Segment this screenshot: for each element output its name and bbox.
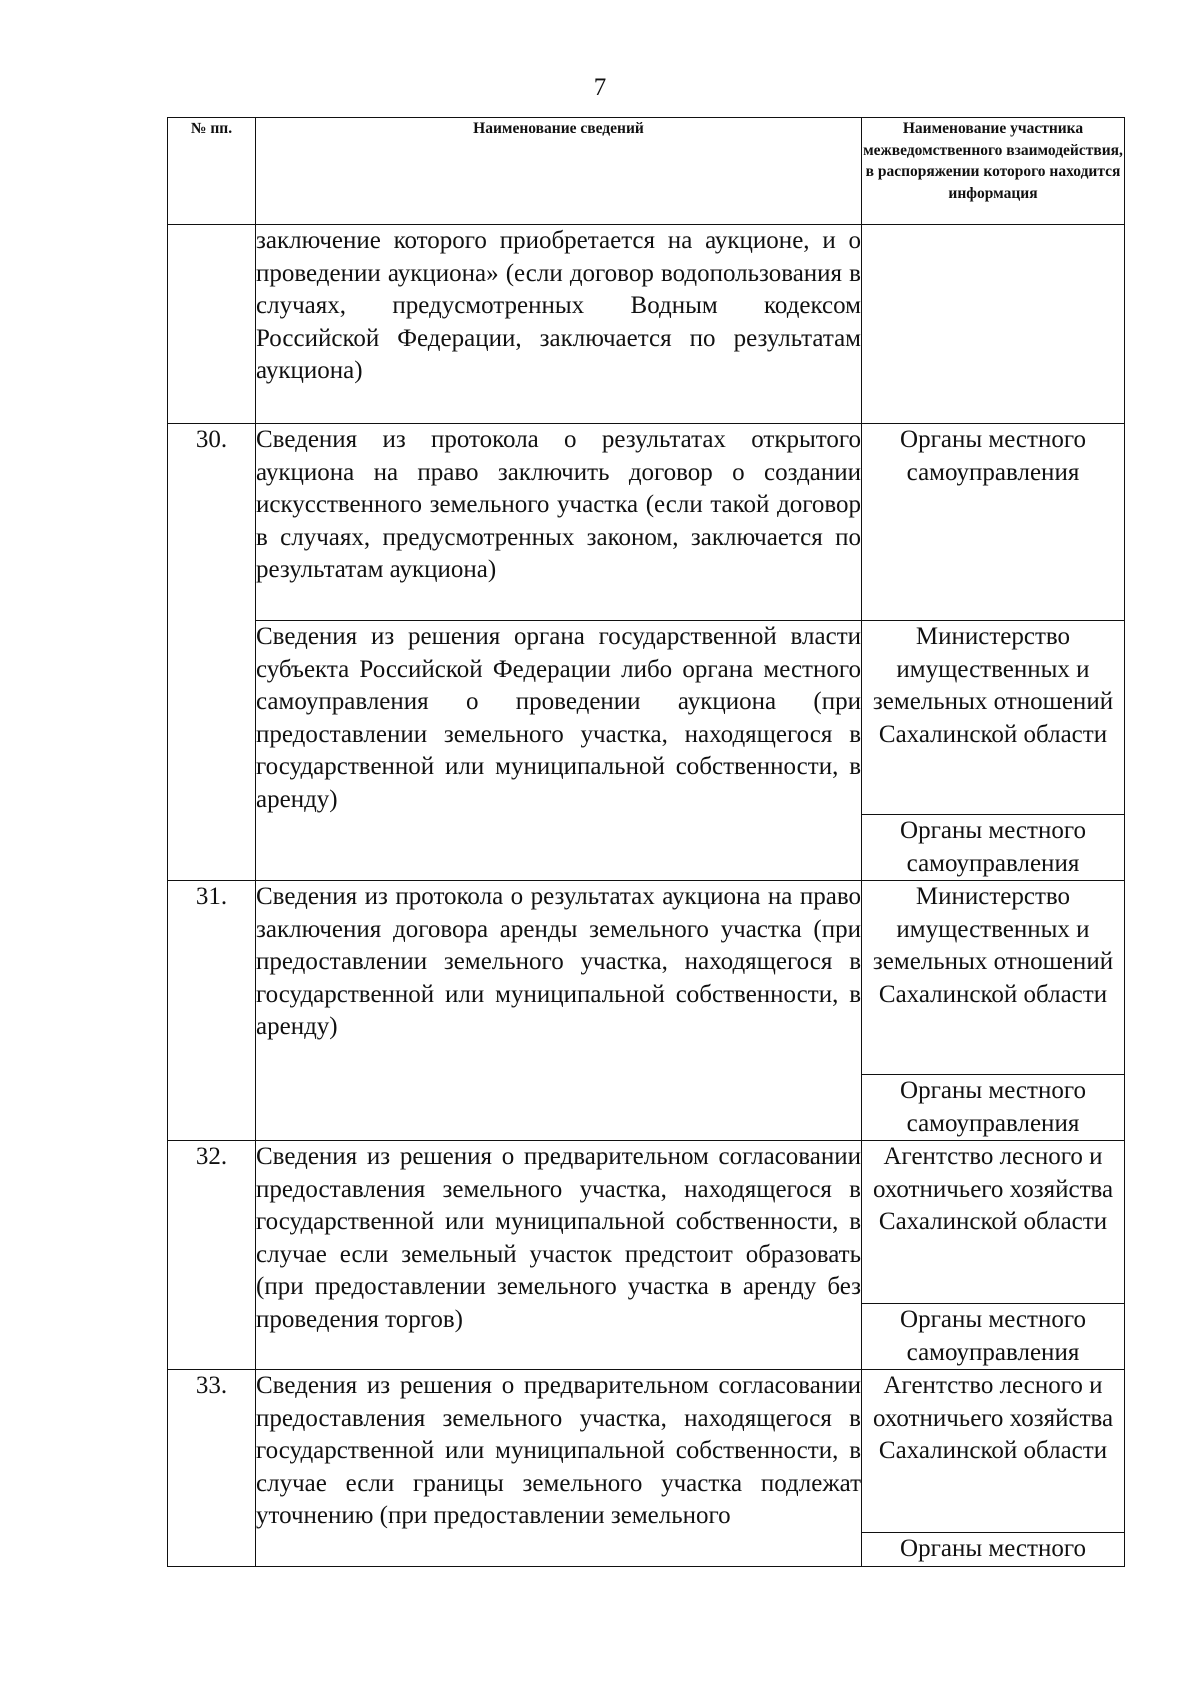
row-participant: Органы местного: [862, 1533, 1125, 1567]
header-description: Наименование сведений: [256, 118, 862, 225]
row-participant: Агентство лесного и охотничьего хозяйства Сахалинской области: [862, 1141, 1125, 1304]
row-participant: Министерство имущественных и земельных отношений Сахалинской области: [862, 621, 1125, 815]
row-participant: Органы местного самоуправления: [862, 424, 1125, 621]
row-description: Сведения из протокола о результатах аукциона на право заключения договора аренды земельного участка (при предоставлении земельного участка, находящегося в государственной или муниципальной собственности, в аренду): [256, 881, 862, 1141]
row-number: 31.: [168, 881, 256, 1141]
row-number: 32.: [168, 1141, 256, 1370]
row-description: Сведения из протокола о результатах открытого аукциона на право заключить договор о создании искусственного земельного участка (если такой договор в случаях, предусмотренных законом, заключается по результатам аукциона): [256, 424, 862, 621]
row-description: Сведения из решения органа государственной власти субъекта Российской Федерации либо органа местного самоуправления о проведении аукциона (при предоставлении земельного участка, находящегося в государственной или муниципальной собственности, в аренду): [256, 621, 862, 881]
information-table: [167, 117, 1125, 1567]
row-participant: Органы местного самоуправления: [862, 1304, 1125, 1370]
row-number: 33.: [168, 1370, 256, 1567]
page-number: 7: [593, 74, 607, 101]
row-participant: Министерство имущественных и земельных отношений Сахалинской области: [862, 881, 1125, 1075]
table-row: [168, 881, 1125, 1075]
table-header-row: [168, 118, 1125, 225]
row-participant: Органы местного самоуправления: [862, 1075, 1125, 1141]
row-description: Сведения из решения о предварительном согласовании предоставления земельного участка, находящегося в государственной или муниципальной собственности, в случае если границы земельного участка подлежат уточнению (при предоставлении земельного: [256, 1370, 862, 1567]
table-row: [168, 1141, 1125, 1304]
table-row: [168, 225, 1125, 424]
row-participant: [862, 225, 1125, 424]
table-row: [168, 424, 1125, 621]
table-row: [168, 1370, 1125, 1533]
row-description: заключение которого приобретается на аукционе, и о проведении аукциона» (если договор водопользования в случаях, предусмотренных Водным кодексом Российской Федерации, заключается по результатам аукциона): [256, 225, 862, 424]
table-row: [168, 621, 1125, 815]
header-num: № пп.: [168, 118, 256, 225]
row-participant: Агентство лесного и охотничьего хозяйства Сахалинской области: [862, 1370, 1125, 1533]
row-number: [168, 225, 256, 424]
header-participant: Наименование участника межведомственного взаимодействия, в распоряжении которого находится информация: [862, 118, 1125, 225]
row-participant: Органы местного самоуправления: [862, 815, 1125, 881]
row-number: 30.: [168, 424, 256, 881]
row-description: Сведения из решения о предварительном согласовании предоставления земельного участка, находящегося в государственной или муниципальной собственности, в случае если земельный участок предстоит образовать (при предоставлении земельного участка в аренду без проведения торгов): [256, 1141, 862, 1370]
